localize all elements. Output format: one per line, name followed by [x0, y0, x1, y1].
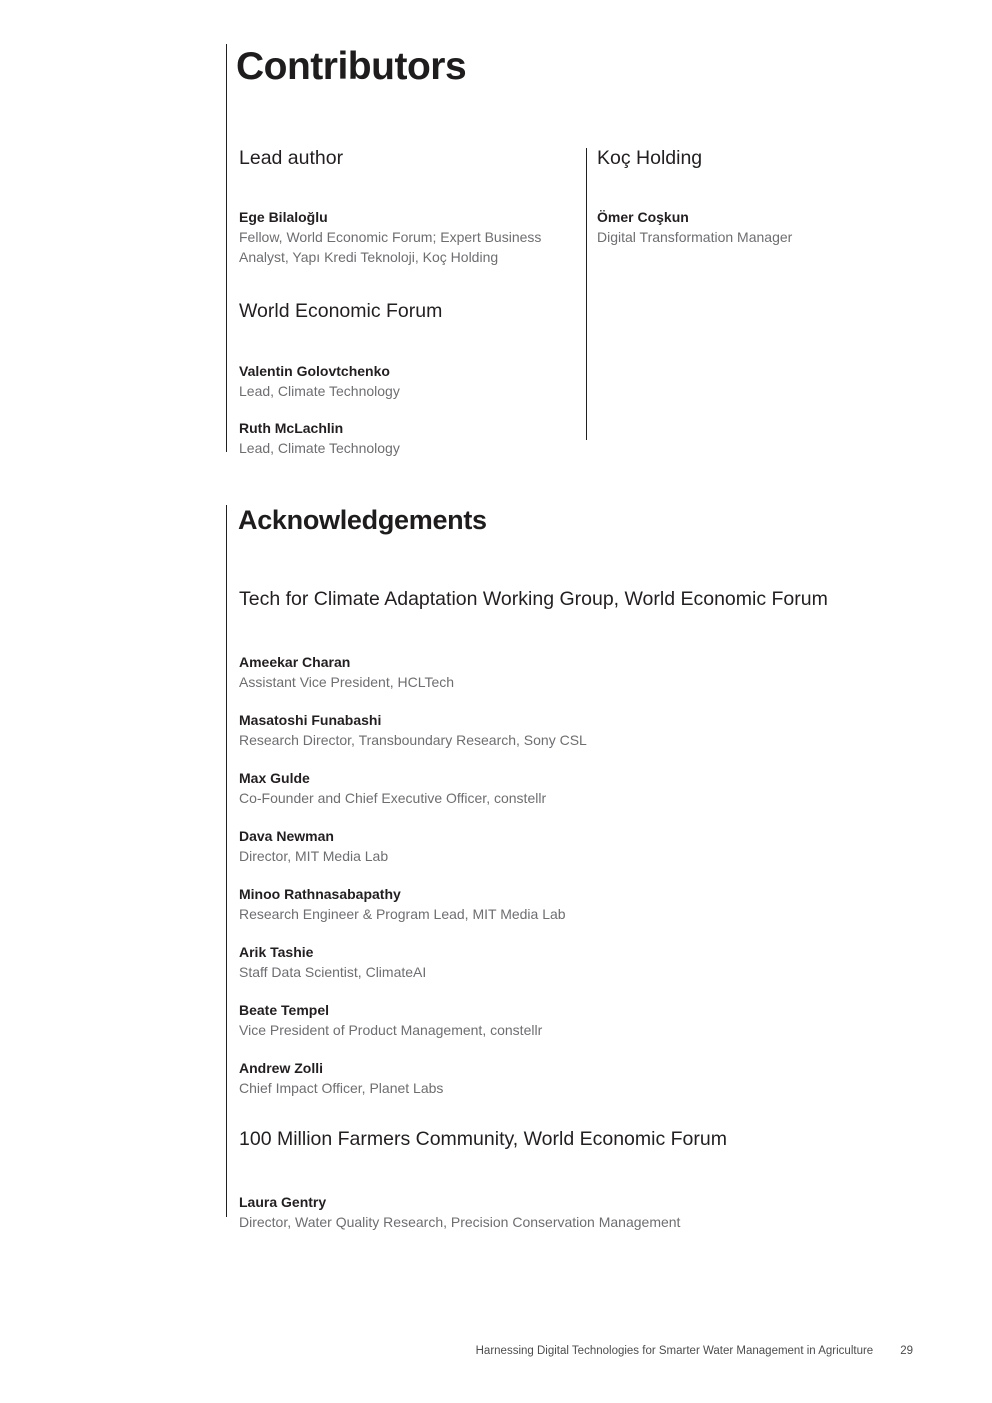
person-role: Research Director, Transboundary Research, Sony CSL: [239, 732, 587, 748]
person-name: Beate Tempel: [239, 1002, 329, 1018]
working-group-heading: Tech for Climate Adaptation Working Group, World Economic Forum: [239, 588, 828, 610]
contributors-section-rule: [226, 44, 227, 452]
person-role: Fellow, World Economic Forum; Expert Business Analyst, Yapı Kredi Teknoloji, Koç Holding: [239, 229, 542, 265]
person-name: Andrew Zolli: [239, 1060, 323, 1076]
person-name: Dava Newman: [239, 828, 334, 844]
contributors-section: [236, 44, 932, 475]
farmers-community-heading: 100 Million Farmers Community, World Economic Forum: [239, 1128, 727, 1150]
acknowledgements-section: [239, 505, 932, 1250]
person-role: Staff Data Scientist, ClimateAI: [239, 964, 427, 980]
person-name: Masatoshi Funabashi: [239, 712, 382, 728]
contributors-columns: [239, 147, 932, 475]
footer-page-number: 29: [900, 1345, 913, 1357]
person-role: Chief Impact Officer, Planet Labs: [239, 1080, 444, 1096]
person-entry: [239, 826, 932, 866]
acknowledgements-title: Acknowledgements: [238, 505, 487, 535]
person-entry: [239, 710, 932, 750]
footer-report-title: Harnessing Digital Technologies for Smarter Water Management in Agriculture: [475, 1345, 874, 1357]
person-entry: [239, 942, 932, 982]
person-role: Director, Water Quality Research, Precision Conservation Management: [239, 1214, 681, 1230]
person-role: Lead, Climate Technology: [239, 383, 400, 399]
person-name: Minoo Rathnasabapathy: [239, 886, 401, 902]
person-name: Laura Gentry: [239, 1194, 327, 1210]
person-name: Valentin Golovtchenko: [239, 363, 390, 379]
person-entry: [239, 1192, 932, 1232]
person-role: Vice President of Product Management, constellr: [239, 1022, 543, 1038]
person-entry: [597, 207, 932, 247]
acknowledgements-section-rule: [226, 505, 227, 1217]
person-entry: [239, 418, 586, 458]
lead-author-heading: Lead author: [239, 147, 344, 169]
contributors-right-column: [586, 147, 932, 475]
person-entry: [239, 1058, 932, 1098]
person-role: Research Engineer & Program Lead, MIT Media Lab: [239, 906, 566, 922]
person-name: Arik Tashie: [239, 944, 314, 960]
person-name: Max Gulde: [239, 770, 310, 786]
person-role: Assistant Vice President, HCLTech: [239, 674, 455, 690]
person-name: Ameekar Charan: [239, 654, 351, 670]
person-entry: [239, 207, 586, 267]
person-role: Co-Founder and Chief Executive Officer, constellr: [239, 790, 547, 806]
person-entry: [239, 1000, 932, 1040]
person-role: Lead, Climate Technology: [239, 440, 400, 456]
person-entry: [239, 884, 932, 924]
person-role: Director, MIT Media Lab: [239, 848, 389, 864]
person-entry: [239, 768, 932, 808]
page-footer: [0, 1344, 913, 1358]
person-entry: [239, 361, 586, 401]
koc-holding-heading: Koç Holding: [597, 147, 703, 169]
person-name: Ruth McLachlin: [239, 420, 344, 436]
wef-heading: World Economic Forum: [239, 300, 443, 322]
person-name: Ömer Coşkun: [597, 209, 689, 225]
person-entry: [239, 652, 932, 692]
person-role: Digital Transformation Manager: [597, 229, 793, 245]
contributors-left-column: [239, 147, 586, 475]
contributors-title: Contributors: [236, 45, 467, 88]
person-name: Ege Bilaloğlu: [239, 209, 328, 225]
